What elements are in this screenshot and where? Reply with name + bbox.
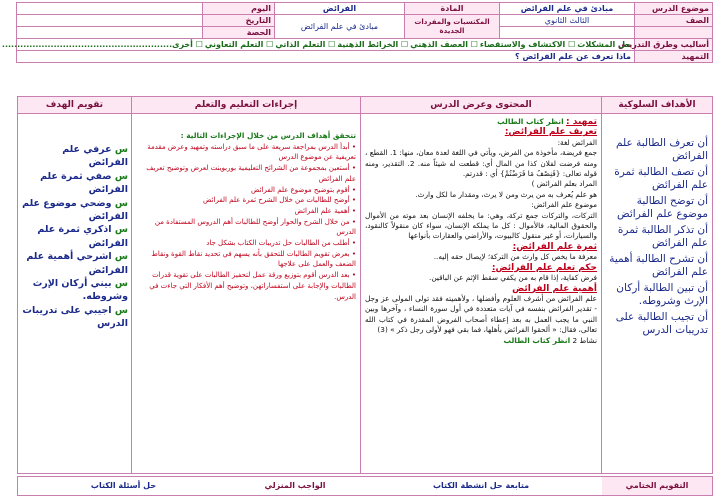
objective-item: أن تبين الطالبة أركان الإرث وشروطه.	[616, 282, 708, 307]
procedure-item: • أطلب من الطالبات حل تدريبات الكتاب بشكل جاد	[206, 239, 356, 248]
class-label: الصف	[635, 15, 713, 27]
vocab-value: مبادئ في علم الفرائض	[275, 15, 405, 39]
definition-heading: تعريف علم الفرائض:	[504, 127, 597, 138]
homework-value: حل أسئلة الكتاب	[90, 481, 157, 490]
activity-label: نشاط 2	[572, 335, 597, 345]
date-label: التاريخ	[203, 15, 275, 27]
header-table	[1, 2, 713, 63]
intro-question: ماذا تعرف عن علم الفرائض ؟	[17, 51, 635, 63]
lesson-plan-page	[1, 2, 713, 498]
procedure-item: • بعد الدرس أقوم بتوزيع ورقة عمل لتحفيز الطالبات على تقوية قدرات الطالبات والإجابة على استفساراتهن، وتوضيح أهم الأفكار التي جاءت في الدرس.	[149, 271, 356, 301]
lesson-body	[17, 96, 713, 474]
subject-value: الفرائض	[275, 3, 405, 15]
evaluation-item: س اشرحي أهمية علم الفرائض	[26, 251, 128, 276]
procedures-header: إجراءات التعليم والتعلم	[132, 97, 360, 114]
strategies-label: أساليب وطرق التدريس	[635, 39, 713, 51]
content-column	[365, 117, 597, 471]
objective-item: أن تصف الطالبة ثمرة علم الفرائض	[614, 166, 708, 191]
strategy-item: الخرائط الذهنية	[337, 40, 399, 49]
procedure-item: • أهمية علم الفرائض	[294, 206, 356, 215]
evaluation-item: س صفي ثمرة علم الفرائض	[40, 170, 128, 196]
objective-item: أن تجيب الطالبة على تدريبات الدرس	[615, 311, 708, 336]
lesson-topic-label: موضوع الدرس	[635, 3, 713, 15]
vocab-label: المكتسبات والمفردات الجديدة	[405, 15, 500, 39]
strategies-list: حل المشكلات☐ الاكتشاف والاستقصاء☐ العصف الذهني☐ الخرائط الذهنية☐ التعلم الذاتي☐ التعلم التعاوني☐ أخرى........................................................	[17, 39, 635, 51]
ruling-heading: حكم تعلم علم الفرائض:	[491, 262, 597, 273]
objective-item: أن تذكر الطالبة ثمرة علم الفرائض	[617, 224, 708, 249]
evaluation-header: تقويم الهدف	[18, 97, 131, 114]
objectives-header: الأهداف السلوكية	[602, 97, 712, 114]
definition-term-label: المراد بعلم الفرائض )	[531, 179, 597, 189]
strategy-item: حل المشكلات	[577, 40, 631, 49]
fruit-heading: ثمرة علم الفرائض:	[512, 241, 597, 252]
importance-text: علم الفرائض من أشرف العلوم وأفضلها ، ولأهميته فقد تولى المولى عز وجل - تقدير الفرائض بنفسه في آيات متعددة في أول سورة النساء ، وآخرها وبين النبي ما يجب العمل به بعد إعطاء أصحاب الفروض المقدرة في كتاب الله تعالى، فقال: « ألحقوا الفرائض بأهلها، فما بقي فهو لأولى رجل ذكر » (3)	[365, 293, 597, 335]
strategy-item: التعلم الذاتي	[275, 40, 326, 49]
date-value	[17, 15, 203, 27]
objective-item: أن تشرح الطالبة أهمية علم الفرائض	[609, 253, 708, 278]
definition-lang-label: الفرائض لغة:	[557, 137, 597, 147]
day-value	[17, 3, 203, 15]
objectives-column	[606, 137, 708, 471]
objective-item: أن توضح الطالبة موضوع علم الفرائض	[617, 195, 708, 220]
evaluation-item: س بيني أركان الإرث وشروطه.	[32, 278, 128, 303]
objective-item: أن تعرف الطالبة علم الفرائض	[616, 137, 708, 162]
evaluation-column	[22, 143, 128, 471]
lesson-topic: مبادئ في علم الفرائض	[500, 3, 635, 15]
footer-row	[17, 476, 713, 496]
grade-value: الثالث الثانوي	[500, 15, 635, 27]
intro-note: انظر كتاب الطالب	[497, 117, 564, 126]
procedures-column	[136, 131, 356, 471]
period-label: الحصة	[203, 27, 275, 39]
evaluation-item: س اذكري ثمرة علم الفرائض	[37, 224, 128, 249]
grade-spacer	[500, 27, 635, 39]
procedure-item: • بعرض تقويم الطالبات للتحقق بأنه يسهم في تحديد نقاط القوة ونقاط الضعف والعمل على علاجها	[151, 249, 356, 269]
topic-label: موضوع علم الفرائض:	[531, 200, 597, 210]
class-label-spacer	[635, 27, 713, 39]
procedure-item: • أوضح للطالبات من خلال الشرح ثمرة علم الفرائض	[202, 196, 356, 205]
column-divider	[131, 97, 132, 473]
procedure-item: • أقوم بتوضيح موضوع علم الفرائض	[251, 185, 356, 194]
evaluation-item: س اجيبي على تدريبات الدرس	[22, 304, 128, 330]
activity-note: انظر كتاب الطالب	[503, 335, 571, 345]
intro-label: التمهيد	[635, 51, 713, 63]
subject-label: المادة	[405, 3, 500, 15]
period-value	[17, 27, 203, 39]
definition-lang-text: جمع فريضة، مأخوذة من الفرض، ويأتي في اللغة لعدة معان، منها: 1. القطع ، ومنه فرضت لفلان كذا من المال أي: قطعت له شيئاً منه. 2. التقدير، ومنه قوله تعالى: {فَنِصْفُ مَا فَرَضْتُمْ} أي : قدرتم.	[365, 148, 598, 179]
column-divider	[360, 97, 361, 473]
intro-title: تمهيد :	[566, 117, 597, 127]
evaluation-item: س عرفي علم الفرائض	[62, 144, 128, 169]
fruit-text: معرفة ما يخص كل وارث من التركة؛ لإيصال حقه إليه..	[433, 252, 597, 262]
procedures-title: تتحقق أهداف الدرس من خلال الإجراءات التالية :	[180, 131, 356, 140]
strategy-item: أخرى........................................................	[1, 40, 193, 49]
final-eval-value: متابعة حل انشطة الكتاب	[432, 481, 530, 490]
procedure-item: • من خلال الشرح والحوار أوضح للطالبات أهم الدروس المستفادة من الدرس	[154, 217, 356, 237]
definition-term-text: هو علم يُعرف به من يرث ومن لا يرث، ومقدار ما لكل وارث.	[415, 189, 597, 199]
content-header: المحتوى وعرض الدرس	[361, 97, 601, 114]
procedure-item: • أبدأ الدرس بمراجعة سريعة على ما سبق دراسته وتمهيد وعرض مقدمة تعريفية عن موضوع الدرس	[147, 142, 356, 162]
procedure-item: • أستعين بمجموعة من الشرائح التعليمية بوربوينت لعرض وتوضيح تعريف علم الفرائض	[146, 164, 356, 183]
ruling-text: فرض كفاية، إذا قام به من يكفي سقط الإثم عن الباقين.	[429, 273, 597, 283]
column-divider	[601, 97, 602, 473]
strategy-item: العصف الذهني	[410, 40, 468, 49]
strategy-item: التعلم التعاوني	[204, 40, 264, 49]
strategy-item: الاكتشاف والاستقصاء	[479, 40, 566, 49]
homework-label: الواجب المنزلي	[230, 477, 360, 495]
topic-text: التركات، والتركات جمع تركة، وهي: ما يخلفه الإنسان بعد موته من الأموال والحقوق المالية، فالأموال : كل ما يملكه الإنسان، سواء كان منقولاً كالنقود، والسيارات، أو غير منقول كالبيوت، والأراضي والعقارات بأنواعها	[365, 210, 597, 241]
importance-heading: أهمية علم الفرائض	[512, 283, 597, 294]
final-eval-label: التقويم الختامي	[602, 477, 712, 495]
day-label: اليوم	[203, 3, 275, 15]
evaluation-item: س وضحي موضوع علم الفرائض	[22, 197, 128, 223]
